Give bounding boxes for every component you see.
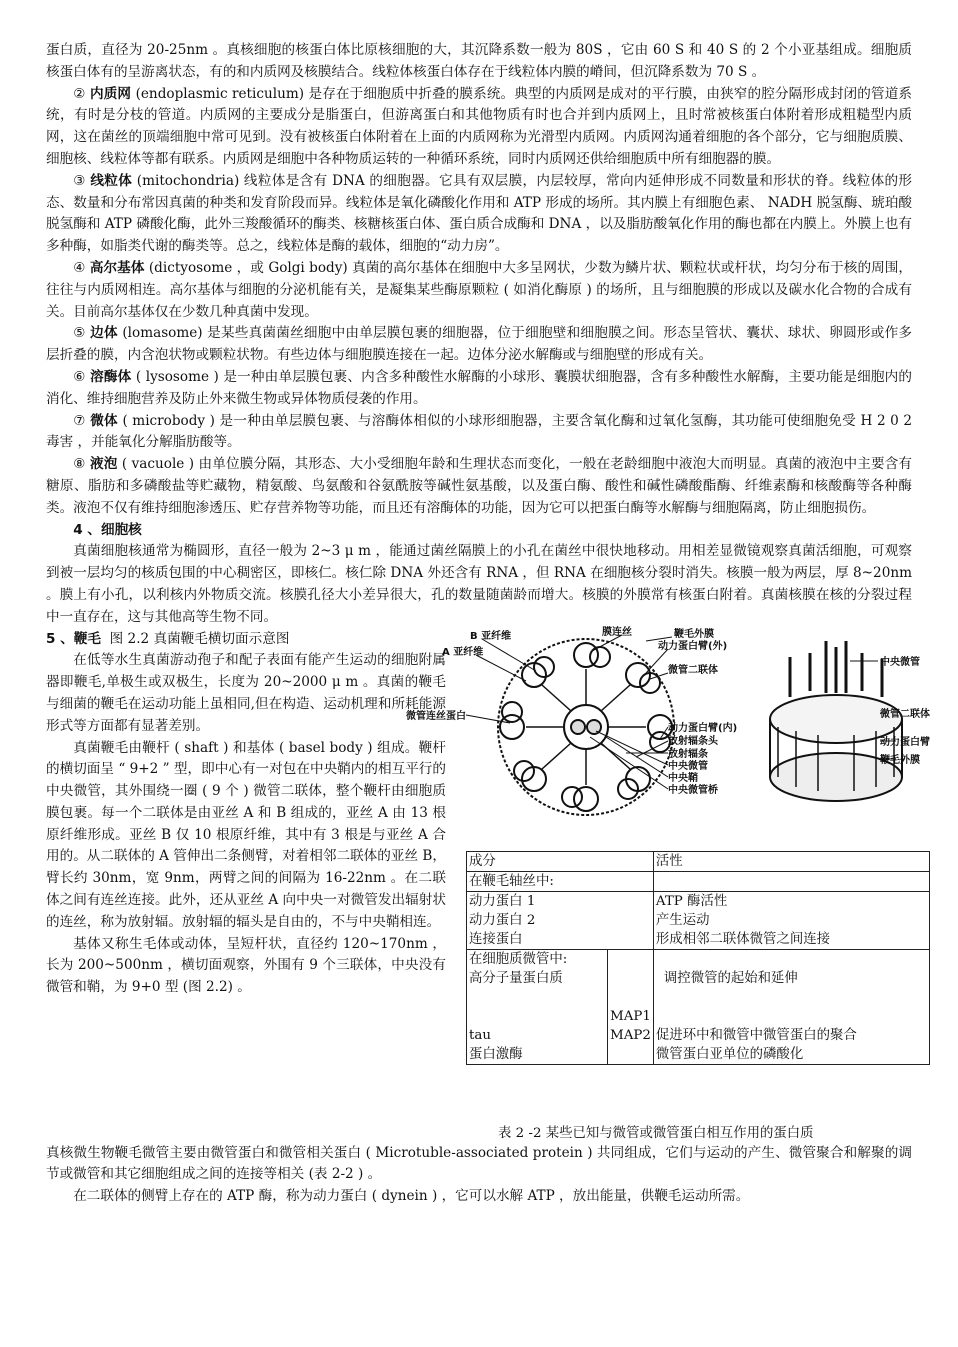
- paragraph-text: (endoplasmic reticulum) 是存在于细胞质中折叠的膜系统。典型的内质网是成对的平行膜，由狭窄的腔分隔形成封闭的管道系统，有时是分枝的管道。内质网的主要成分是脂蛋白，但游离蛋白和其他物质有时也合并到内质网上，且时常被核蛋白体附着形成粗糙型内质网，这在菌丝的顶端细胞中常可见到。没有被核蛋白体附着在上面的内质网称为光滑型内质网。内质网沟通着细胞的各个部分，它与细胞质膜、细胞核、线粒体等都有联系。内质网是细胞中各种物质运转的一种循环系统，同时内质网还供给细胞质中所有细胞器的膜。: [46, 85, 913, 167]
- flagellum-text-column: [46, 629, 446, 1000]
- paragraph-ribosome: 蛋白质，直径为 20-25nm 。真核细胞的核蛋白体比原核细胞的大，其沉降系数一般为 80S ，它由 60 S 和 40 S 的 2 个小亚基组成。细胞质核蛋白体有的呈游离状态，有的和内质网及核膜结合。线粒体核蛋白体存在于线粒体内膜的嵴间，但沉降系数为 70 S 。: [46, 42, 912, 80]
- paragraph-flagellum-1: 在低等水生真菌游动孢子和配子表面有能产生运动的细胞附属器即鞭毛,单极生或双极生，长度为 20~2000 μ m 。真菌的鞭毛与细菌的鞭毛在运动功能上虽相同,但在构造、运动机理和所耗能源形式等方面都有显著差别。: [46, 652, 446, 734]
- cell-spacer: [656, 988, 927, 1007]
- label-spoke-head: 放射辐条头: [668, 735, 718, 747]
- table-header-cell: 成分: [467, 851, 654, 871]
- protein-table-wrap: [466, 851, 930, 1065]
- cell-line: 动力蛋白 2: [469, 912, 536, 928]
- item-number: ②: [73, 85, 86, 102]
- cell-line: 蛋白激酶: [469, 1046, 523, 1062]
- label-right-doublet: 微管二联体: [880, 708, 930, 720]
- paragraph-text: ( vacuole ) 由单位膜分隔，其形态、大小受细胞年龄和生理状态而变化，一般在老龄细胞中液泡大而明显。真菌的液泡中主要含有糖原、脂肪和多磷酸盐等贮藏物，精氨酸、鸟氨酸和谷氨酰胺等碱性氨基酸，以及蛋白酶、酸性和碱性磷酸酯酶、纤维素酶和核酸酶等各种酶类。液泡不仅有维持细胞渗透压、贮存营养物等功能，而且还有溶酶体的功能，因为它可以把蛋白酶等水解酶与细胞隔离，防止细胞损伤。: [46, 456, 913, 516]
- table-cell: [467, 891, 654, 949]
- flagellum-diagram: [406, 626, 930, 827]
- label-right-central-microtubule: 中央微管: [880, 656, 920, 668]
- table-row: [467, 871, 930, 891]
- table-cell: [467, 949, 608, 1064]
- paragraph-lysosome: [46, 367, 912, 411]
- paragraph-mitochondria: [46, 171, 912, 258]
- paragraph-text: ( lysosome ) 是一种由单层膜包裹、内含多种酸性水解酶的小球形、囊膜状细胞器，含有多种酸性水解酶，主要功能是细胞内的消化、维持细胞营养及防止外来微生物或异体物质侵袭的作用。: [46, 368, 913, 407]
- cell-line: tau: [469, 1027, 491, 1043]
- term-golgi: 高尔基体: [89, 259, 145, 276]
- heading-text: 4 、细胞核: [73, 521, 142, 538]
- cell-line: 连接蛋白: [469, 931, 523, 947]
- figure-title: 图 2.2 真菌鞭毛横切面示意图: [109, 630, 290, 647]
- label-inner-dynein-arm: 动力蛋白臂(内): [668, 722, 738, 734]
- term-mitochondria: 线粒体: [90, 172, 133, 189]
- cell-line: 形成相邻二联体微管之间连接: [655, 931, 830, 947]
- table-cell: [653, 891, 929, 949]
- term-lomasome: 边体: [90, 325, 118, 342]
- paragraph-text: (lomasome) 是某些真菌菌丝细胞中由单层膜包裹的细胞器，位于细胞壁和细胞膜之间。形态呈管状、囊状、球状、卵圆形或作多层折叠的膜，内含泡状物或颗粒状物。有些边体与细胞膜连接在一起。边体分泌水解酶或与细胞壁的形成有关。: [46, 325, 913, 364]
- paragraph-nucleus: 真菌细胞核通常为椭圆形，直径一般为 2~3 μ m ，能通过菌丝隔膜上的小孔在菌丝中很快地移动。用相差显微镜观察真菌活细胞，可观察到被一层均匀的核质包围的中心稠密区，即核仁。核仁除 DNA 外还含有 RNA ，但 RNA 在细胞核分裂时消失。核膜一般为两层，厚 8~20nm 。膜上有小孔，以利核内外物质交流。核膜孔径大小差异很大，孔的数量随菌龄而增大。核膜的外膜常有核蛋白附着。真菌核膜在核的分裂过程中一直存在，这与其他高等生物不同。: [46, 543, 912, 625]
- term-microbody: 微体: [90, 412, 118, 429]
- paragraph-microtubule: 真核微生物鞭毛微管主要由微管蛋白和微管相关蛋白 ( Microtuble-associated protein ) 共同组成，它们与运动的产生、微管聚合和解聚的调节或微管和其它细胞组成之间的连接等相关 (表 2-2 ) 。: [46, 1144, 912, 1183]
- label-central-microtubule: 中央微管: [668, 760, 708, 772]
- section-heading-nucleus: [46, 520, 912, 542]
- cell-spacer: [656, 1007, 927, 1026]
- label-central-bridge: 中央微管桥: [668, 784, 718, 796]
- item-number: ⑧: [73, 456, 86, 473]
- cell-line: MAP2: [610, 1027, 651, 1043]
- paragraph-flagellum-2: 真菌鞭毛由鞭杆 ( shaft ) 和基体 ( basel body ) 组成。鞭杆的横切面呈 “ 9+2 ” 型，即中心有一对包在中央鞘内的相互平行的中央微管，其外围绕一圈 ( 9 个 ) 微管二联体，整个鞭杆由细胞质膜包裹。每一个二联体是由亚丝 A 和 B 组成的，亚丝 A 由 13 根原纤维形成。亚丝 B 仅 10 根原纤维，其中有 3 根是与亚丝 A 合用的。从二联体的 A 管伸出二条侧臂，对着相邻二联体的亚丝 B，臂长约 30nm，宽 9nm，两臂之间的间隔为 16-22nm 。在二联体之间有连丝连接。此外，还从亚丝 A 向中央一对微管发出辐射状的连丝，称为放射辐。放射辐的辐头是自由的，不与中央鞘相连。: [46, 739, 446, 930]
- table-cell: 在鞭毛轴丝中:: [467, 871, 654, 891]
- item-number: ⑤: [73, 325, 86, 342]
- term-vacuole: 液泡: [89, 456, 118, 473]
- label-right-membrane: 鞭毛外膜: [880, 754, 920, 766]
- cell-line: 微管蛋白亚单位的磷酸化: [655, 1046, 804, 1062]
- label-b-subfiber: B 亚纤维: [470, 630, 512, 642]
- label-flagellar-membrane: 鞭毛外膜: [674, 628, 714, 640]
- cell-spacer: [610, 1045, 651, 1064]
- table-row: [467, 949, 930, 1064]
- table-header-row: [467, 851, 930, 871]
- table-row: [467, 891, 930, 949]
- table-cell: [608, 949, 654, 1064]
- protein-table: [466, 851, 930, 1065]
- label-doublet: 微管二联体: [668, 664, 718, 676]
- table-cell: [653, 949, 929, 1064]
- cell-line: 动力蛋白 1: [469, 893, 536, 909]
- item-number: ⑦: [73, 412, 86, 429]
- cell-line: 调控微管的起始和延伸: [663, 970, 798, 986]
- item-number: ③: [73, 172, 86, 189]
- paragraph-lomasome: [46, 323, 912, 367]
- document-page: [46, 40, 930, 1205]
- cell-line: 在细胞质微管中:: [469, 951, 568, 967]
- cell-line: ATP 酶活性: [655, 893, 728, 909]
- paragraph-dynein: 在二联体的侧臂上存在的 ATP 酶，称为动力蛋白 ( dynein ) ，它可以水解 ATP ，放出能量，供鞭毛运动所需。: [73, 1188, 750, 1205]
- paragraph-microbody: [46, 411, 912, 455]
- section-heading-flagellum: [46, 629, 446, 651]
- paragraph-text: ( microbody ) 是一种由单层膜包裹、与溶酶体相似的小球形细胞器，主要含氧化酶和过氧化氢酶，其功能可使细胞免受 H 2 0 2 毒害 ，并能氧化分解脂肪酸等。: [46, 412, 913, 451]
- table-header-cell: 活性: [653, 851, 929, 871]
- label-link-protein: 微管连丝蛋白: [406, 710, 466, 722]
- label-radial-spoke: 放射辐条: [668, 748, 708, 760]
- cell-spacer: [469, 1007, 605, 1026]
- cell-spacer: [469, 988, 605, 1007]
- table-cell: [653, 871, 929, 891]
- cell-line: 产生运动: [655, 912, 710, 928]
- paragraph-vacuole: [46, 454, 912, 519]
- term-er: 内质网: [89, 85, 132, 102]
- paragraph-er: [46, 84, 912, 171]
- label-a-subfiber: A 亚纤维: [442, 646, 484, 658]
- cell-spacer: [656, 950, 927, 969]
- label-right-dynein-arm: 动力蛋白臂: [880, 736, 930, 748]
- cell-line: MAP1: [610, 1008, 651, 1024]
- paragraph-flagellum-3: 基体又称生毛体或动体，呈短杆状，直径约 120~170nm ，长为 200~500nm ，横切面观察，外围有 9 个三联体，中央没有微管和鞘，为 9+0 型 (图 2.2) 。: [46, 935, 446, 996]
- paragraph-golgi: [46, 258, 912, 323]
- item-number: ⑥: [73, 368, 86, 385]
- table-caption: 表 2 -2 某些已知与微管或微管蛋白相互作用的蛋白质: [498, 1125, 814, 1141]
- paragraph-text: (dictyosome ，或 Golgi body) 真菌的高尔基体在细胞中大多呈网状，少数为鳞片状、颗粒状或杆状，均匀分布于核的周围，往往与内质网相连。高尔基体与细胞的分泌机能有关，是凝集某些酶原颗粒 ( 如消化酶原 ) 的场所，且与细胞膜的形成以及碳水化合物的合成有关。目前高尔基体仅在少数几种真菌中发现。: [46, 259, 913, 320]
- label-outer-dynein-arm: 动力蛋白臂(外): [658, 640, 728, 652]
- term-lysosome: 溶酶体: [90, 368, 132, 385]
- heading-text: 5 、鞭毛: [46, 630, 101, 647]
- label-central-sheath: 中央鞘: [668, 772, 698, 784]
- cell-line: 高分子量蛋白质: [469, 970, 563, 986]
- flagellum-figure: [406, 626, 930, 827]
- label-nexin: 膜连丝: [602, 626, 632, 638]
- cross-section: [498, 639, 674, 815]
- item-number: ④: [73, 259, 86, 276]
- wide-paragraphs: [46, 1143, 912, 1208]
- paragraph-text: (mitochondria) 线粒体是含有 DNA 的细胞器。它具有双层膜，内层较厚，常向内延伸形成不同数量和形状的脊。线粒体的形态、数量和分布常因真菌的种类和发育阶段而异。线粒体是氧化磷酸化作用和 ATP 形成的场所。其内膜上有细胞色素、 NADH 脱氢酶、琥珀酸脱氢酶和 ATP 磷酸化酶，此外三羧酸循环的酶类、核糖核蛋白体、蛋白质合成酶和 DNA ，以及脂肪酸氧化作用的酶也都在内膜上。外膜上也有多种酶，如脂类代谢的酶类等。总之，线粒体是酶的载体，细胞的“动力房”。: [46, 172, 913, 255]
- flagellum-section: [46, 626, 930, 1205]
- cell-line: 促进环中和微管中微管蛋白的聚合: [655, 1027, 857, 1043]
